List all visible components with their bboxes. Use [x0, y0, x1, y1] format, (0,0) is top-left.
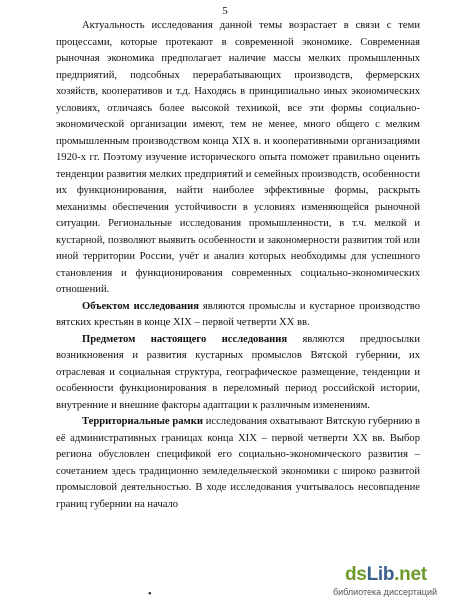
paragraph-heading-bold: Предметом настоящего исследования: [82, 333, 288, 345]
paragraph-text: исследования охватывают Вятскую губернию в её административных границах конца XIX – первой четверти XX вв. Выбор региона обусловлен спецификой его социально-экономического развития – сочетанием здесь традиционно земледельческой экономики с широко развитой промысловой деятельностью. В ходе исследования учитывалось несовпадение границ губернии на начало: [56, 416, 421, 510]
watermark-tagline: библиотека диссертаций: [333, 587, 438, 597]
paragraph-heading-bold: Объектом исследования: [82, 300, 199, 312]
paragraph-object: [56, 299, 420, 332]
paragraph-heading-bold: Территориальные рамки: [82, 416, 203, 427]
document-body: [56, 18, 420, 513]
paragraph-text: являются промыслы и кустарное производство вятских крестьян в конце XIX – первой четверти XX вв.: [56, 300, 420, 328]
logo-net: .net: [394, 564, 427, 585]
paragraph-subject: [56, 332, 420, 415]
watermark-logo: [345, 564, 427, 586]
paragraph-territorial-scope: [56, 414, 420, 513]
dslib-watermark[interactable]: [333, 564, 447, 600]
page-number: 5: [222, 5, 228, 17]
paragraph-text: являются предпосылки возникновения и развития кустарных промыслов Вятской губернии, их отраслевая и социальная структура, географическое размещение, тенденции и особенности функционирования в переломный период российской истории, внутренние и внешние факторы адаптации к различным изменениям.: [56, 333, 420, 411]
logo-lib: Lib: [366, 564, 395, 585]
paragraph-text: Актуальность исследования данной темы возрастает в связи с теми процессами, которые протекают в современной экономике. Современная рыночная экономика предполагает наличие массы мелких промышленных предприятий, подсобных перерабатывающих производств, фермерских хозяйств, кооперативов и т.д. Находясь в принципиально иных экономических условиях, отличаясь более высокой техникой, все эти формы социально-экономической организации имеют, тем не менее, много общего с мелким промышленным производством конца XIX в. и кооперативными организациями 1920-х гг. Поэтому изучение исторического опыта поможет правильно оценить тенденции развития мелких предприятий и семейных производств, особенности их функционирования, найти наиболее эффективные формы, раскрыть механизмы обеспечения устойчивости в условиях изменяющейся рыночной ситуации. Региональные исследования промышленности, в т.ч. мелкой и кустарной, позволяют выявить особенности и закономерности развития той или иной территории России, учёт и анализ которых необходимы для успешного становления и функционирования современных социально-экономических отношений.: [56, 20, 420, 295]
stray-mark: •: [148, 589, 152, 600]
logo-ds: ds: [345, 564, 367, 585]
paragraph-relevance: [56, 18, 420, 299]
